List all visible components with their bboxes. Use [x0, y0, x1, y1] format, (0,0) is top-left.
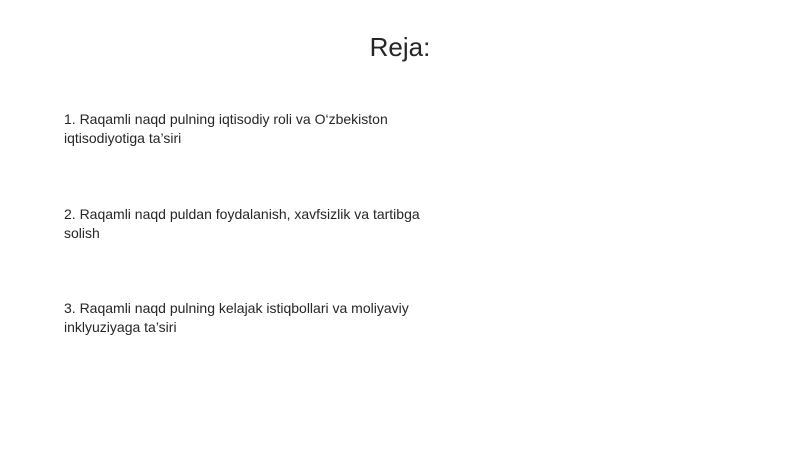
plan-item-3: 3. Raqamli naqd pulning kelajak istiqbollari va moliyaviy inklyuziyaga ta’siri — [64, 300, 409, 335]
plan-item-2: 2. Raqamli naqd puldan foydalanish, xavfsizlik va tartibga solish — [64, 206, 420, 241]
slide-title: Reja: — [369, 32, 431, 62]
plan-item-1: 1. Raqamli naqd pulning iqtisodiy roli va O‘zbekiston iqtisodiyotiga ta’siri — [64, 111, 388, 146]
